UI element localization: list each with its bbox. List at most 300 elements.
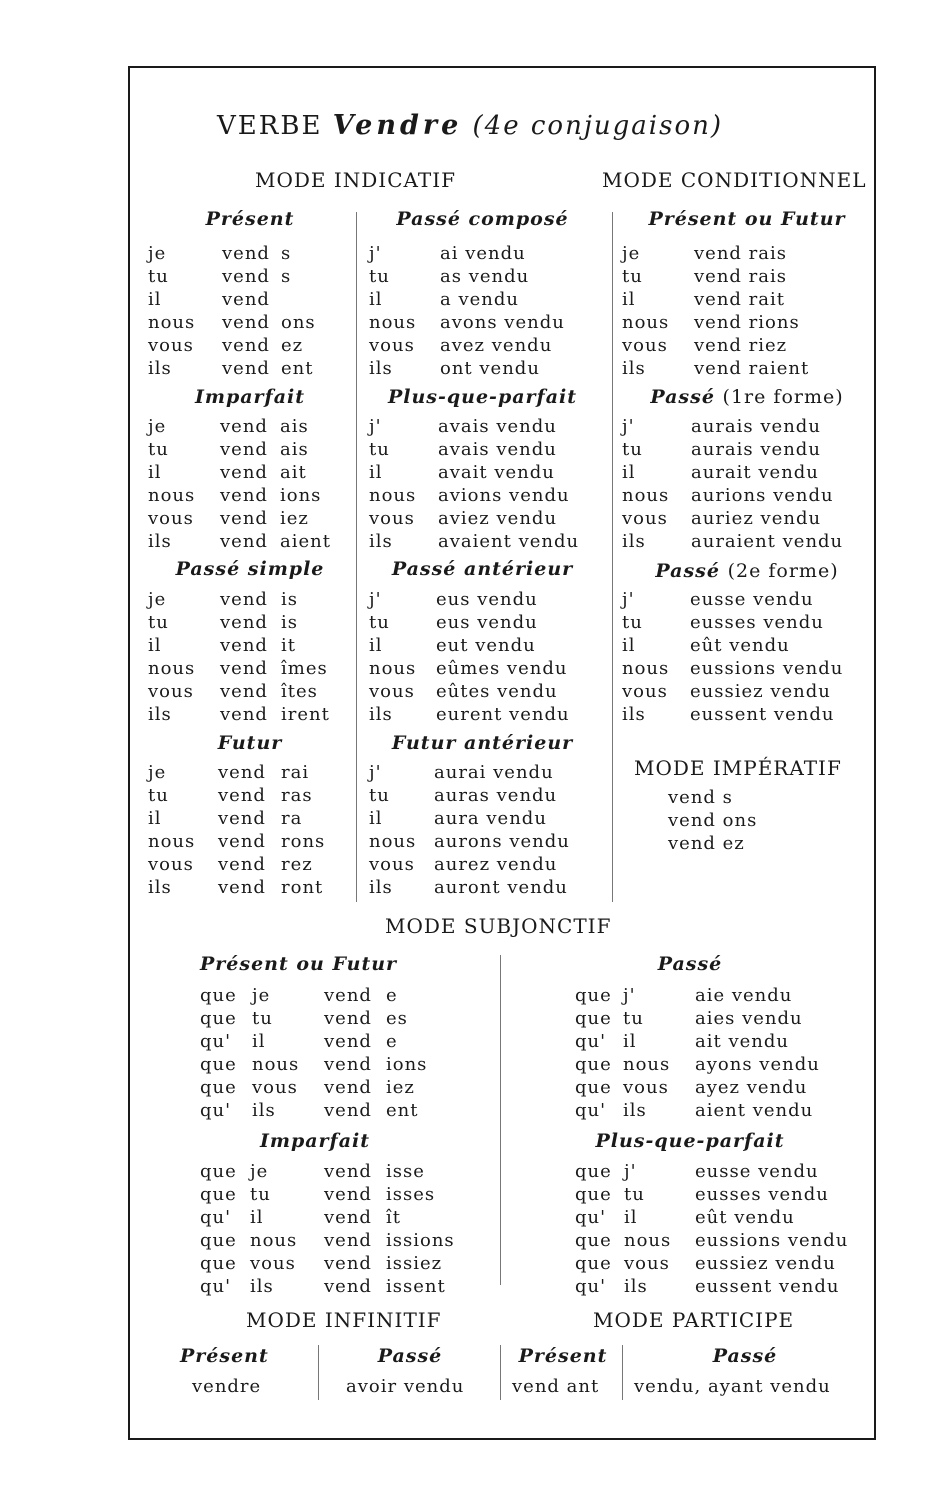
conj-row — [369, 334, 599, 357]
conj-cell: aies vendu — [695, 1008, 803, 1029]
conj-cell: iez — [386, 1077, 415, 1098]
conj-row — [200, 984, 490, 1007]
conj-cell: nous — [623, 1054, 671, 1075]
conj-cell: que — [575, 1253, 612, 1274]
conj-cell: qu' — [575, 1207, 607, 1228]
conj-row — [369, 242, 599, 265]
conj-row — [200, 1183, 490, 1206]
conj-cell: vend — [220, 658, 268, 679]
conj-cell: avions vendu — [438, 485, 570, 506]
conj-row — [148, 265, 348, 288]
tense-title: Passé — [657, 953, 723, 975]
conj-block — [200, 984, 490, 1122]
tense-title: Passé antérieur — [391, 558, 574, 580]
column-divider — [500, 955, 501, 1285]
tense-form: (2e forme) — [727, 560, 839, 582]
conj-cell: tu — [148, 612, 169, 633]
conj-row — [622, 357, 872, 380]
conj-cell: vend — [324, 1100, 372, 1121]
conj-cell: vend — [220, 635, 268, 656]
conj-row — [369, 680, 599, 703]
conj-cell: eûtes vendu — [436, 681, 558, 702]
title-prefix: VERBE — [217, 111, 323, 141]
column-divider — [612, 212, 613, 902]
conj-cell: vous — [369, 335, 415, 356]
infinitif-passe: avoir vendu — [346, 1376, 465, 1397]
conj-cell: j' — [624, 1161, 637, 1182]
infinitif-present-title: Présent — [180, 1345, 269, 1367]
conj-cell: nous — [622, 312, 670, 333]
conj-cell: nous — [622, 485, 670, 506]
conj-row — [369, 288, 599, 311]
conj-cell: ils — [369, 531, 393, 552]
conj-row — [622, 703, 872, 726]
mode-infinitif-heading: MODE INFINITIF — [246, 1308, 442, 1332]
conj-cell: ît — [386, 1207, 401, 1228]
conj-cell: rez — [281, 854, 313, 875]
conj-cell: aurais vendu — [691, 416, 821, 437]
conj-cell: je — [622, 243, 641, 264]
conj-cell: il — [622, 289, 636, 310]
conj-cell: il — [148, 289, 162, 310]
conj-cell: il — [252, 1031, 266, 1052]
conj-row — [622, 438, 872, 461]
conj-cell: ils — [624, 1276, 648, 1297]
conj-block — [369, 588, 599, 726]
conj-cell: ez — [281, 335, 304, 356]
conj-cell: j' — [369, 762, 382, 783]
conj-cell: ils — [252, 1100, 276, 1121]
conj-row — [575, 1053, 870, 1076]
participe-present: vend ant — [512, 1376, 600, 1397]
conj-row — [369, 507, 599, 530]
imperatif-row: vend ons — [668, 810, 758, 831]
conj-cell: aie vendu — [695, 985, 793, 1006]
conj-cell: nous — [622, 658, 670, 679]
conj-block — [575, 984, 870, 1122]
conj-cell: il — [622, 635, 636, 656]
mode-indicatif-heading: MODE INDICATIF — [255, 168, 456, 192]
conj-row — [148, 761, 348, 784]
conj-cell: vend — [324, 1207, 372, 1228]
conj-cell: vend — [218, 831, 266, 852]
conj-cell: vous — [369, 854, 415, 875]
conj-cell: vend — [324, 1253, 372, 1274]
conj-row — [622, 311, 872, 334]
conj-row — [575, 1030, 870, 1053]
imperatif-row: vend ez — [668, 833, 745, 854]
conj-cell: eusse vendu — [690, 589, 814, 610]
conj-row — [575, 1076, 870, 1099]
conj-cell: tu — [622, 439, 643, 460]
conj-cell: vend — [222, 358, 270, 379]
conj-cell: s — [281, 243, 292, 264]
conj-cell: j' — [369, 416, 382, 437]
conj-cell: il — [148, 635, 162, 656]
conj-cell: îmes — [281, 658, 328, 679]
conj-cell: ai vendu — [440, 243, 526, 264]
conj-cell: eusses vendu — [695, 1184, 829, 1205]
conj-row — [148, 807, 348, 830]
conj-cell: avez vendu — [440, 335, 553, 356]
conj-row — [369, 830, 599, 853]
conj-block — [622, 588, 872, 726]
conj-cell: issiez — [386, 1253, 443, 1274]
conj-cell: il — [622, 462, 636, 483]
conj-row — [369, 876, 599, 899]
conj-row — [369, 588, 599, 611]
conj-cell: ils — [148, 531, 172, 552]
column-divider — [622, 1345, 623, 1400]
tense-form: (1re forme) — [722, 386, 844, 408]
conj-cell: avons vendu — [440, 312, 565, 333]
title-verb: Vendre — [332, 110, 463, 141]
conj-cell: vous — [148, 335, 194, 356]
tense-title: Futur antérieur — [391, 732, 574, 754]
conj-block — [200, 1160, 490, 1298]
conj-cell: vous — [622, 508, 668, 529]
conj-cell: vend — [218, 785, 266, 806]
conj-row — [369, 784, 599, 807]
conj-cell: que — [200, 985, 237, 1006]
conj-cell: avais vendu — [438, 416, 557, 437]
conj-row — [369, 807, 599, 830]
conj-block — [369, 242, 599, 380]
conj-cell: vend — [220, 589, 268, 610]
conj-cell: vend — [222, 289, 270, 310]
conj-cell: avaient vendu — [438, 531, 580, 552]
conj-cell: vend — [324, 985, 372, 1006]
conj-cell: ent — [386, 1100, 419, 1121]
conj-cell: vend — [218, 808, 266, 829]
tense-title: Futur — [217, 732, 283, 754]
conj-cell: ils — [369, 877, 393, 898]
conj-row — [200, 1160, 490, 1183]
conj-cell: isses — [386, 1184, 436, 1205]
conj-cell: tu — [148, 439, 169, 460]
conj-cell: vend — [220, 485, 268, 506]
conj-block — [575, 1160, 870, 1298]
conj-row — [200, 1252, 490, 1275]
conj-cell: ions — [280, 485, 322, 506]
conj-cell: que — [575, 1161, 612, 1182]
conj-cell: vend — [324, 1054, 372, 1075]
conj-cell: je — [148, 762, 167, 783]
conj-row — [622, 461, 872, 484]
conj-cell: nous — [369, 485, 417, 506]
conj-cell: ils — [148, 704, 172, 725]
conj-row — [622, 680, 872, 703]
conj-cell: tu — [369, 785, 390, 806]
tense-title: Présent ou Futur — [200, 953, 398, 975]
conj-cell: tu — [369, 612, 390, 633]
conj-row — [200, 1206, 490, 1229]
conj-block — [622, 242, 872, 380]
conj-cell: vend — [220, 462, 268, 483]
conj-cell: nous — [250, 1230, 298, 1251]
conj-cell: ils — [622, 531, 646, 552]
conj-row — [369, 703, 599, 726]
conj-cell: ils — [148, 358, 172, 379]
conj-cell: vend rais — [694, 266, 787, 287]
conj-row — [369, 311, 599, 334]
conj-cell: il — [369, 808, 383, 829]
conj-cell: que — [200, 1230, 237, 1251]
conj-cell: vous — [622, 335, 668, 356]
participe-present-title: Présent — [518, 1345, 608, 1367]
conj-row — [369, 611, 599, 634]
conj-cell: vend riez — [694, 335, 788, 356]
conj-cell: eussiez vendu — [695, 1253, 836, 1274]
conj-cell: eûmes vendu — [436, 658, 568, 679]
conj-cell: avait vendu — [438, 462, 555, 483]
conj-row — [148, 415, 348, 438]
conj-row — [148, 588, 348, 611]
conj-cell: j' — [369, 243, 382, 264]
conj-cell: aurions vendu — [691, 485, 834, 506]
conj-cell: je — [252, 985, 271, 1006]
conj-cell: e — [386, 985, 398, 1006]
conj-cell: je — [148, 589, 167, 610]
conj-row — [200, 1275, 490, 1298]
conj-cell: ils — [622, 358, 646, 379]
conj-cell: eusse vendu — [695, 1161, 819, 1182]
conj-cell: que — [200, 1161, 237, 1182]
conj-cell: ent — [281, 358, 314, 379]
conj-row — [622, 334, 872, 357]
tense-title: Imparfait — [259, 1130, 371, 1152]
conj-row — [200, 1053, 490, 1076]
conj-cell: que — [200, 1077, 237, 1098]
conj-cell: ayez vendu — [695, 1077, 808, 1098]
page-title — [0, 110, 940, 141]
conj-row — [369, 634, 599, 657]
conj-cell: il — [623, 1031, 637, 1052]
conj-cell: auriez vendu — [691, 508, 822, 529]
conj-cell: que — [200, 1253, 237, 1274]
conj-row — [148, 830, 348, 853]
conj-cell: j' — [623, 985, 636, 1006]
conj-row — [148, 242, 348, 265]
column-divider — [318, 1345, 319, 1400]
conj-cell: il — [250, 1207, 264, 1228]
conj-cell: rai — [281, 762, 310, 783]
conj-cell: tu — [148, 785, 169, 806]
conj-cell: vend — [222, 266, 270, 287]
conj-row — [622, 657, 872, 680]
conj-row — [148, 657, 348, 680]
conj-cell: vend — [220, 612, 268, 633]
conj-cell: que — [575, 1230, 612, 1251]
conj-cell: ait — [280, 462, 307, 483]
conj-cell: vous — [148, 508, 194, 529]
conj-cell: il — [148, 808, 162, 829]
conj-row — [148, 438, 348, 461]
conj-cell: je — [250, 1161, 269, 1182]
conj-cell: eussions vendu — [690, 658, 844, 679]
conj-cell: vous — [148, 681, 194, 702]
conj-cell: ils — [148, 877, 172, 898]
conj-row — [148, 484, 348, 507]
conj-cell: vend — [324, 1008, 372, 1029]
column-divider — [356, 212, 357, 902]
conj-row — [148, 784, 348, 807]
conj-row — [575, 1252, 870, 1275]
conj-row — [369, 853, 599, 876]
conj-cell: qu' — [200, 1100, 232, 1121]
conj-cell: il — [369, 462, 383, 483]
conj-cell: nous — [148, 831, 196, 852]
conj-cell: vend — [220, 704, 268, 725]
conj-cell: ront — [281, 877, 324, 898]
conj-cell: eurent vendu — [436, 704, 570, 725]
conj-cell: aurait vendu — [691, 462, 819, 483]
conj-cell: tu — [623, 1008, 644, 1029]
conj-cell: vend — [324, 1230, 372, 1251]
conj-row — [369, 657, 599, 680]
conj-cell: que — [200, 1054, 237, 1075]
infinitif-present: vendre — [192, 1376, 262, 1397]
mode-imperatif-heading: MODE IMPÉRATIF — [634, 756, 842, 780]
conj-row — [369, 761, 599, 784]
tense-title — [622, 560, 872, 582]
conj-cell: j' — [622, 416, 635, 437]
conj-row — [622, 265, 872, 288]
conj-cell: nous — [148, 485, 196, 506]
conj-row — [148, 288, 348, 311]
conj-row — [622, 611, 872, 634]
conj-cell: is — [281, 612, 298, 633]
tense-title: Plus-que-parfait — [387, 386, 578, 408]
tense-title: Présent — [205, 208, 295, 230]
conj-cell: tu — [622, 612, 643, 633]
conj-cell: vous — [252, 1077, 298, 1098]
conj-row — [148, 461, 348, 484]
conj-cell: qu' — [200, 1276, 232, 1297]
conj-row — [148, 634, 348, 657]
conj-cell: rons — [281, 831, 326, 852]
conj-row — [148, 703, 348, 726]
conj-cell: tu — [252, 1008, 273, 1029]
conj-cell: nous — [369, 312, 417, 333]
conj-block — [622, 415, 872, 553]
conj-cell: aura vendu — [434, 808, 547, 829]
conj-row — [575, 984, 870, 1007]
conj-cell: eussent vendu — [695, 1276, 840, 1297]
conj-block — [148, 242, 348, 380]
conj-row — [369, 484, 599, 507]
conj-row — [575, 1206, 870, 1229]
conj-cell: tu — [369, 266, 390, 287]
conj-cell: vend — [222, 243, 270, 264]
conj-row — [200, 1229, 490, 1252]
conj-cell: aient — [280, 531, 331, 552]
conj-cell: aviez vendu — [438, 508, 558, 529]
conj-cell: eusses vendu — [690, 612, 824, 633]
conj-cell: eût vendu — [695, 1207, 795, 1228]
conj-cell: a vendu — [440, 289, 519, 310]
conj-cell: ra — [281, 808, 303, 829]
conj-row — [148, 334, 348, 357]
conj-cell: s — [281, 266, 292, 287]
conj-cell: it — [281, 635, 296, 656]
conj-row — [200, 1099, 490, 1122]
conj-cell: vend — [218, 877, 266, 898]
conj-row — [622, 242, 872, 265]
conj-cell: vous — [622, 681, 668, 702]
conj-cell: auront vendu — [434, 877, 568, 898]
conj-cell: vend — [220, 681, 268, 702]
conj-cell: aurez vendu — [434, 854, 558, 875]
conj-cell: nous — [148, 658, 196, 679]
conj-row — [575, 1099, 870, 1122]
conj-cell: nous — [252, 1054, 300, 1075]
conj-cell: tu — [369, 439, 390, 460]
conj-cell: vous — [369, 681, 415, 702]
conj-cell: que — [575, 1184, 612, 1205]
conj-row — [369, 415, 599, 438]
conj-row — [575, 1007, 870, 1030]
tense-title: Passé simple — [175, 558, 325, 580]
conj-cell: que — [575, 1054, 612, 1075]
conj-cell: vend — [222, 312, 270, 333]
conj-cell: vend rais — [694, 243, 787, 264]
conj-cell: vend — [218, 854, 266, 875]
tense-title-text: Passé — [655, 560, 720, 582]
conj-row — [369, 461, 599, 484]
conj-row — [622, 530, 872, 553]
conj-block — [148, 761, 348, 899]
conj-row — [200, 1030, 490, 1053]
conj-cell: qu' — [575, 1100, 607, 1121]
conj-row — [622, 588, 872, 611]
conj-cell: vend — [220, 439, 268, 460]
conj-row — [575, 1160, 870, 1183]
conj-cell: j' — [369, 589, 382, 610]
conj-cell: il — [624, 1207, 638, 1228]
mode-participe-heading: MODE PARTICIPE — [593, 1308, 795, 1332]
conj-cell: vous — [369, 508, 415, 529]
conj-cell: issent — [386, 1276, 446, 1297]
conj-cell: qu' — [200, 1207, 232, 1228]
conj-cell: ayons vendu — [695, 1054, 820, 1075]
conj-cell: tu — [624, 1184, 645, 1205]
conj-cell: vous — [624, 1253, 670, 1274]
conj-row — [148, 357, 348, 380]
conj-cell: ils — [369, 358, 393, 379]
conj-row — [148, 853, 348, 876]
conj-cell: eussions vendu — [695, 1230, 849, 1251]
conj-block — [148, 588, 348, 726]
conj-cell: auraient vendu — [691, 531, 844, 552]
conj-cell: ais — [280, 439, 309, 460]
conj-cell: il — [148, 462, 162, 483]
conj-row — [622, 288, 872, 311]
conj-row — [622, 507, 872, 530]
conj-cell: vend — [324, 1077, 372, 1098]
conj-cell: vend raient — [694, 358, 810, 379]
tense-title: Plus-que-parfait — [595, 1130, 785, 1152]
conj-cell: ait vendu — [695, 1031, 789, 1052]
conj-cell: aurons vendu — [434, 831, 570, 852]
conj-cell: que — [575, 985, 612, 1006]
tense-title: Présent ou Futur — [648, 208, 846, 230]
conj-cell: ras — [281, 785, 313, 806]
conj-row — [148, 876, 348, 899]
conj-cell: vous — [623, 1077, 669, 1098]
conj-cell: vend — [220, 508, 268, 529]
conj-cell: vend rait — [694, 289, 785, 310]
